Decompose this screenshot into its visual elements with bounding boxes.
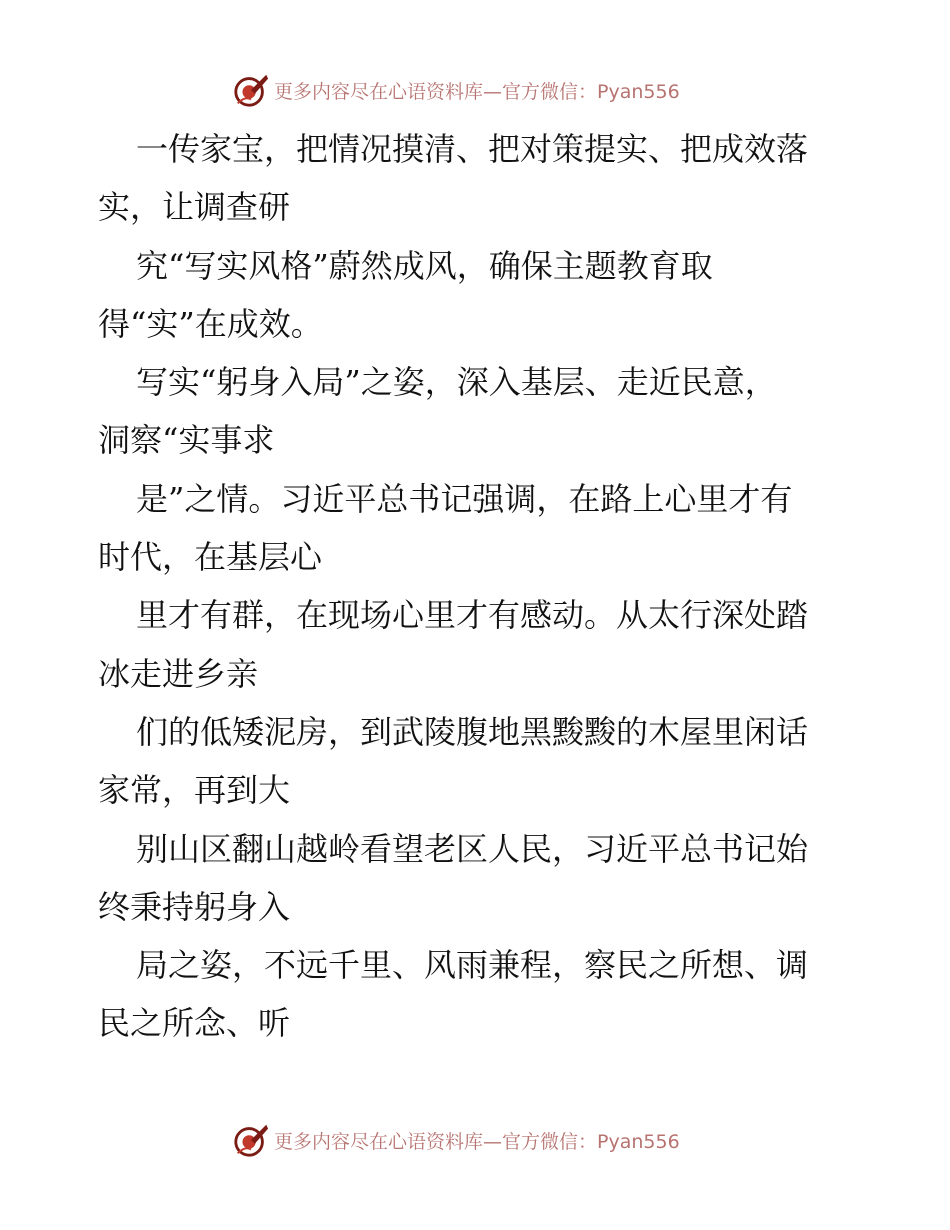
footer-banner-text: 更多内容尽在心语资料库—官方微信：Pyan556 — [274, 1130, 680, 1153]
text-line: 写实“躬身入局”之姿，深入基层、走近民意， — [136, 363, 777, 402]
text-line: 终秉持躬身入 — [98, 887, 291, 926]
text-line: 别山区翻山越岭看望老区人民，习近平总书记始 — [136, 829, 809, 868]
text-line: 局之姿，不远千里、风雨兼程，察民之所想、调 — [136, 946, 809, 985]
header-banner[interactable] — [232, 70, 680, 110]
text-line: 冰走进乡亲 — [98, 654, 259, 693]
text-line: 里才有群，在现场心里才有感动。从太行深处踏 — [136, 596, 809, 635]
pen-nib-logo-icon — [232, 71, 270, 109]
footer-banner[interactable] — [232, 1120, 680, 1160]
text-line: 洞察“实事求 — [98, 421, 275, 460]
text-line: 得“实”在成效。 — [98, 304, 323, 343]
header-banner-text: 更多内容尽在心语资料库—官方微信：Pyan556 — [274, 80, 680, 103]
body-text — [98, 120, 858, 1053]
text-line: 们的低矮泥房，到武陵腹地黑黢黢的木屋里闲话 — [136, 712, 809, 751]
text-line: 是”之情。习近平总书记强调，在路上心里才有 — [136, 479, 793, 518]
pen-nib-logo-icon — [232, 1121, 270, 1159]
text-line: 家常，再到大 — [98, 771, 291, 810]
text-line: 实，让调查研 — [98, 188, 291, 227]
text-line: 民之所念、听 — [98, 1004, 291, 1043]
text-line: 一传家宝，把情况摸清、把对策提实、把成效落 — [136, 130, 809, 168]
text-line: 时代，在基层心 — [98, 538, 323, 577]
text-line: 究“写实风格”蔚然成风，确保主题教育取 — [136, 246, 713, 285]
